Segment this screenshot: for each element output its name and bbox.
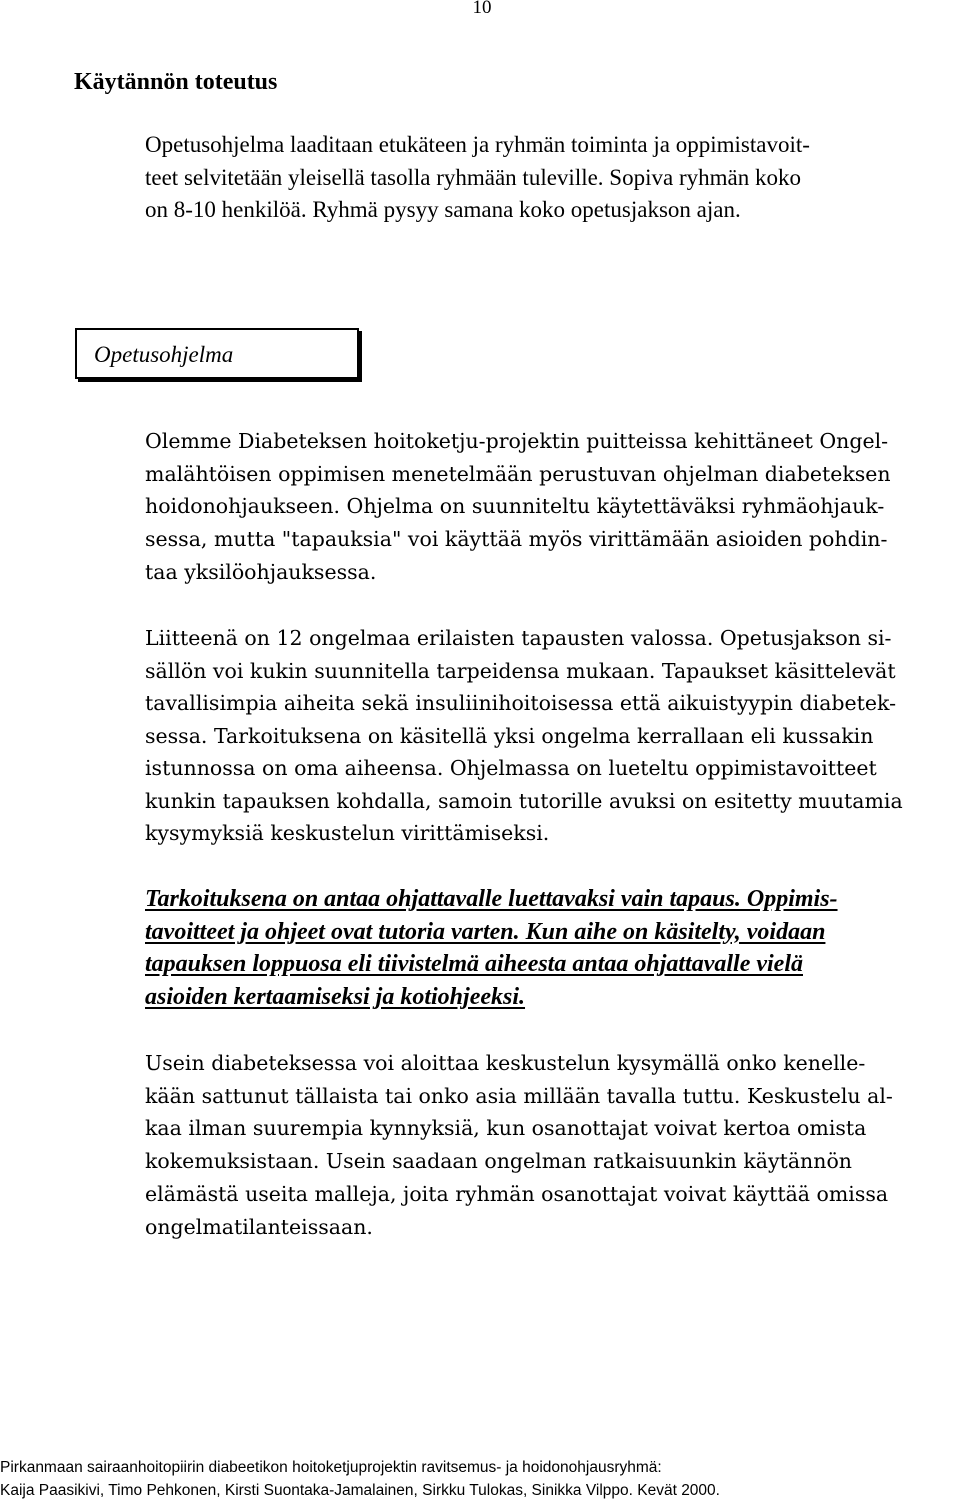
section-heading: Käytännön toteutus [74,69,278,95]
closing-line: elämästä useita malleja, joita ryhmän osanottajat voivat käyttää omissa [145,1181,889,1206]
emphasis-line: tavoitteet ja ohjeet ovat tutoria varten. Kun aihe on käsitelty, voidaan [145,918,826,945]
program-line: Liitteenä on 12 ongelmaa erilaisten tapausten valossa. Opetusjakson si- [145,626,892,650]
closing-line: kään sattunut tällaista tai onko asia millään tavalla tuttu. Keskustelu al- [145,1083,893,1108]
intro-line: on 8-10 henkilöä. Ryhmä pysyy samana koko opetusjakson ajan. [145,197,741,223]
page-footer [0,1456,960,1502]
emphasis-line: tapauksen loppuosa eli tiivistelmä aiheesta antaa ohjattavalle vielä [145,951,803,978]
closing-line: Usein diabeteksessa voi aloittaa keskustelun kysymällä onko kenelle- [145,1051,866,1075]
footer-line-1: Pirkanmaan sairaanhoitopiirin diabeetikon hoitoketjuprojektin ravitsemus- ja hoidonohjausryhmä: [0,1459,662,1476]
program-line: sessa, mutta "tapauksia" voi käyttää myös virittämään asioiden pohdin- [145,527,888,552]
closing-line: kokemuksistaan. Usein saadaan ongelman ratkaisuunkin käytännön [145,1149,853,1174]
program-line: sessa. Tarkoituksena on käsitellä yksi ongelma kerrallaan eli kussakin [145,723,874,748]
program-line: istunnossa on oma aiheensa. Ohjelmassa on lueteltu oppimistavoitteet [145,756,877,780]
program-title: Opetusohjelma [94,342,234,367]
page-number: 10 [472,0,492,18]
program-title-box [75,328,359,379]
program-line: tavallisimpia aiheita sekä insuliinihoitoisessa että aikuistyypin diabetek- [145,691,897,715]
program-line: kunkin tapauksen kohdalla, samoin tutorille avuksi on esitetty muutamia [145,788,903,813]
program-line: taa yksilöohjauksessa. [145,559,377,584]
footer-line-2: Kaija Paasikivi, Timo Pehkonen, Kirsti Suontaka-Jamalainen, Sirkku Tulokas, Sinikka Vilppo. Kevät 2000. [0,1482,720,1499]
emphasis-paragraph [145,883,935,1013]
emphasis-line: Tarkoituksena on antaa ohjattavalle luettavaksi vain tapaus. Oppimis- [145,886,838,912]
program-line: sällön voi kukin suunnitella tarpeidensa mukaan. Tapaukset käsittelevät [145,658,896,683]
closing-line: kaa ilman suurempia kynnyksiä, kun osanottajat voivat kertoa omista [145,1116,867,1141]
intro-paragraph [145,129,935,227]
program-paragraph-1 [145,425,935,589]
program-line: malähtöisen oppimisen menetelmään perustuvan ohjelman diabeteksen [145,461,891,486]
program-line: hoidonohjaukseen. Ohjelma on suunniteltu käytettäväksi ryhmäohjauk- [145,494,885,519]
closing-paragraph [145,1047,935,1243]
program-line: Olemme Diabeteksen hoitoketju-projektin puitteissa kehittäneet Ongel- [145,429,889,453]
program-line: kysymyksiä keskustelun virittämiseksi. [145,821,550,845]
emphasis-line: asioiden kertaamiseksi ja kotiohjeeksi. [145,983,526,1010]
program-paragraph-2 [145,622,935,850]
intro-line: Opetusohjelma laaditaan etukäteen ja ryhmän toiminta ja oppimistavoit- [145,132,810,157]
closing-line: ongelmatilanteissaan. [145,1214,373,1239]
intro-line: teet selvitetään yleisellä tasolla ryhmään tuleville. Sopiva ryhmän koko [145,164,801,190]
